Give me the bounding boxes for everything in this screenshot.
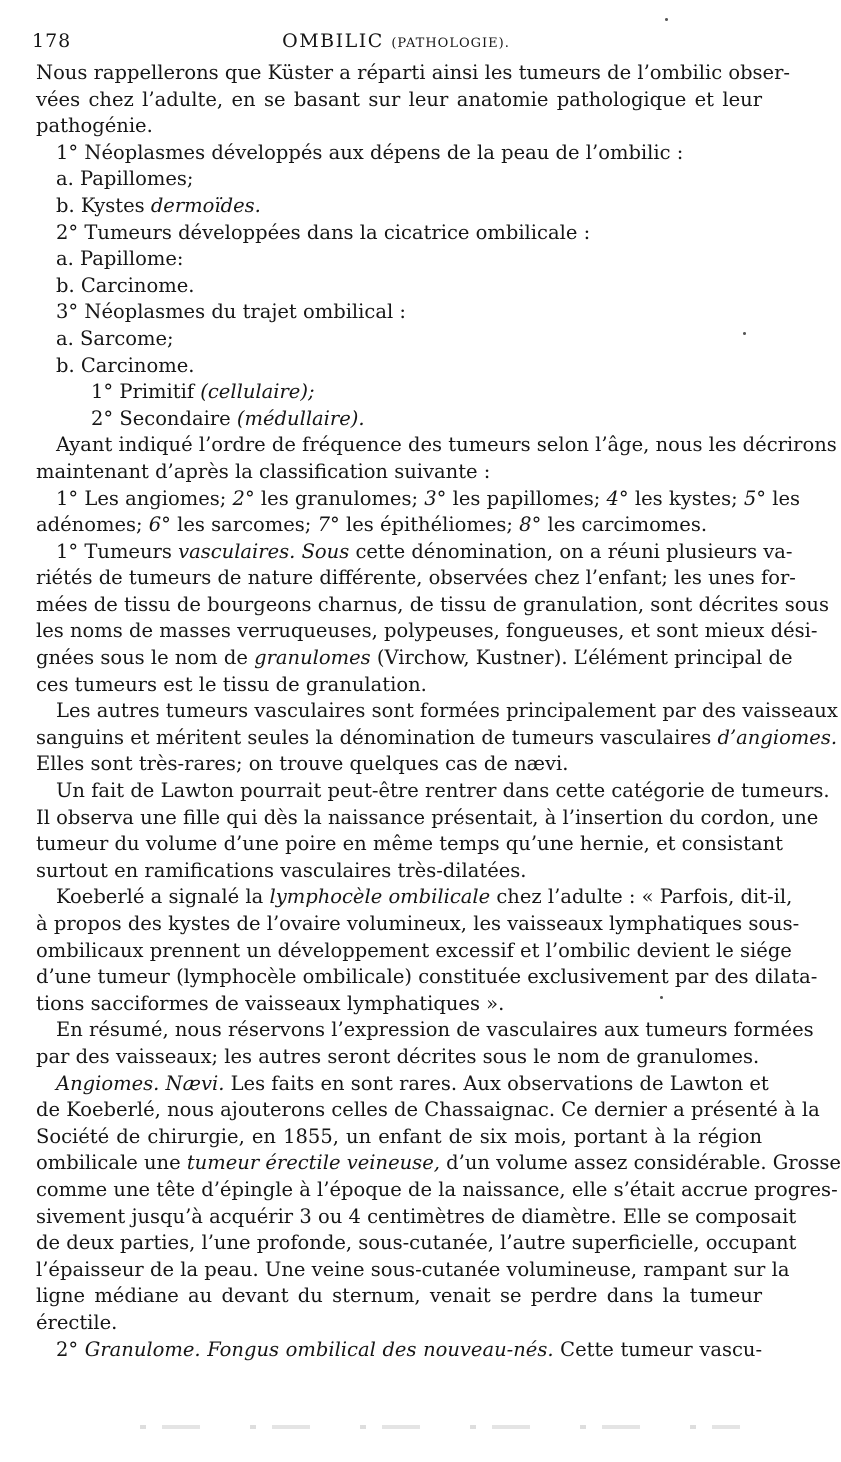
text-line: comme une tête d’épingle à l’époque de la naissance, elle s’était accrue progres-: [36, 1177, 838, 1201]
text-line: ligne médiane au devant du sternum, venait se perdre dans la tumeur: [36, 1284, 763, 1308]
text-line: d’une tumeur (lymphocèle ombilicale) constituée exclusivement par des dilata-: [36, 965, 818, 989]
text-line: Angiomes. Nævi. Les faits en sont rares. Aux observations de Lawton et: [56, 1071, 769, 1095]
text-line: a. Papillome:: [56, 247, 184, 271]
text-line: par des vaisseaux; les autres seront décrites sous le nom de granulomes.: [36, 1044, 760, 1068]
text-line: 2° Tumeurs développées dans la cicatrice ombilicale :: [56, 220, 591, 244]
text-line: de Koeberlé, nous ajouterons celles de Chassaignac. Ce dernier a présenté à la: [36, 1098, 820, 1122]
text-line: à propos des kystes de l’ovaire volumineux, les vaisseaux lymphatiques sous-: [36, 912, 800, 935]
text-line: l’épaisseur de la peau. Une veine sous-cutanée volumineuse, rampant sur la: [36, 1257, 790, 1281]
text-line: 1° Néoplasmes développés aux dépens de la peau de l’ombilic :: [56, 140, 684, 164]
body-text: [36, 60, 841, 1363]
text-line: 3° Néoplasmes du trajet ombilical :: [56, 300, 406, 324]
text-line: Ayant indiqué l’ordre de fréquence des tumeurs selon l’âge, nous les décrirons: [56, 433, 837, 457]
text-line: Elles sont très-rares; on trouve quelques cas de nævi.: [36, 752, 569, 776]
text-line: les noms de masses verruqueuses, polypeuses, fongueuses, et sont mieux dési-: [36, 619, 818, 643]
text-line: riétés de tumeurs de nature différente, observées chez l’enfant; les unes for-: [36, 566, 796, 590]
text-line: Un fait de Lawton pourrait peut-être rentrer dans cette catégorie de tumeurs.: [56, 779, 830, 803]
text-line: b. Carcinome.: [56, 353, 195, 377]
text-line: vées chez l’adulte, en se basant sur leur anatomie pathologique et leur: [36, 87, 763, 111]
text-line: 1° Les angiomes; 2° les granulomes; 3° les papillomes; 4° les kystes; 5° les: [56, 486, 801, 510]
text-line: 1° Primitif (cellulaire);: [91, 380, 315, 404]
text-line: tions sacciformes de vaisseaux lymphatiques ».: [36, 991, 505, 1015]
print-speck: [660, 996, 663, 999]
text-line: pathogénie.: [36, 114, 153, 138]
text-line: tumeur du volume d’une poire en même temps qu’une hernie, et consistant: [36, 832, 783, 856]
page-number: 178: [32, 30, 72, 52]
running-title: [32, 30, 760, 52]
text-line: maintenant d’après la classification suivante :: [36, 459, 491, 483]
text-line: ombilicale une tumeur érectile veineuse, d’un volume assez considérable. Grosse: [36, 1151, 841, 1175]
text-line: 2° Secondaire (médullaire).: [91, 406, 365, 430]
text-line: ombilicaux prennent un développement excessif et l’ombilic devient le siége: [36, 938, 792, 962]
text-line: Nous rappellerons que Küster a réparti ainsi les tumeurs de l’ombilic obser-: [36, 61, 791, 84]
text-line: mées de tissu de bourgeons charnus, de tissu de granulation, sont décrites sous: [36, 592, 830, 616]
text-line: ces tumeurs est le tissu de granulation.: [36, 672, 427, 696]
text-line: b. Kystes dermoïdes.: [56, 193, 261, 217]
bleed-through-noise: [140, 1425, 740, 1429]
running-title-sub: (PATHOLOGIE).: [391, 36, 510, 51]
text-line: a. Sarcome;: [56, 326, 174, 350]
text-line: 2° Granulome. Fongus ombilical des nouveau-nés. Cette tumeur vascu-: [56, 1337, 763, 1361]
text-line: surtout en ramifications vasculaires très-dilatées.: [36, 858, 527, 882]
print-speck: [665, 18, 668, 21]
text-line: adénomes; 6° les sarcomes; 7° les épithéliomes; 8° les carcimomes.: [36, 513, 708, 537]
page-header: [32, 30, 760, 60]
text-line: Koeberlé a signalé la lymphocèle ombilicale chez l’adulte : « Parfois, dit-il,: [56, 885, 793, 909]
text-line: b. Carcinome.: [56, 273, 195, 297]
text-line: sivement jusqu’à acquérir 3 ou 4 centimètres de diamètre. Elle se composait: [36, 1204, 797, 1228]
text-line: Les autres tumeurs vasculaires sont formées principalement par des vaisseaux: [56, 699, 838, 723]
print-speck: [743, 332, 746, 335]
text-line: 1° Tumeurs vasculaires. Sous cette dénomination, on a réuni plusieurs va-: [56, 539, 793, 563]
text-line: Société de chirurgie, en 1855, un enfant de six mois, portant à la région: [36, 1124, 763, 1148]
text-line: Il observa une fille qui dès la naissance présentait, à l’insertion du cordon, une: [36, 805, 819, 829]
text-line: érectile.: [36, 1310, 118, 1334]
text-line: a. Papillomes;: [56, 167, 194, 191]
text-line: gnées sous le nom de granulomes (Virchow, Kustner). L’élément principal de: [36, 646, 793, 670]
text-line: sanguins et méritent seules la dénomination de tumeurs vasculaires d’angiomes.: [36, 725, 838, 749]
text-line: En résumé, nous réservons l’expression de vasculaires aux tumeurs formées: [56, 1018, 814, 1042]
text-line: de deux parties, l’une profonde, sous-cutanée, l’autre superficielle, occupant: [36, 1231, 797, 1255]
running-title-main: OMBILIC: [282, 30, 384, 52]
